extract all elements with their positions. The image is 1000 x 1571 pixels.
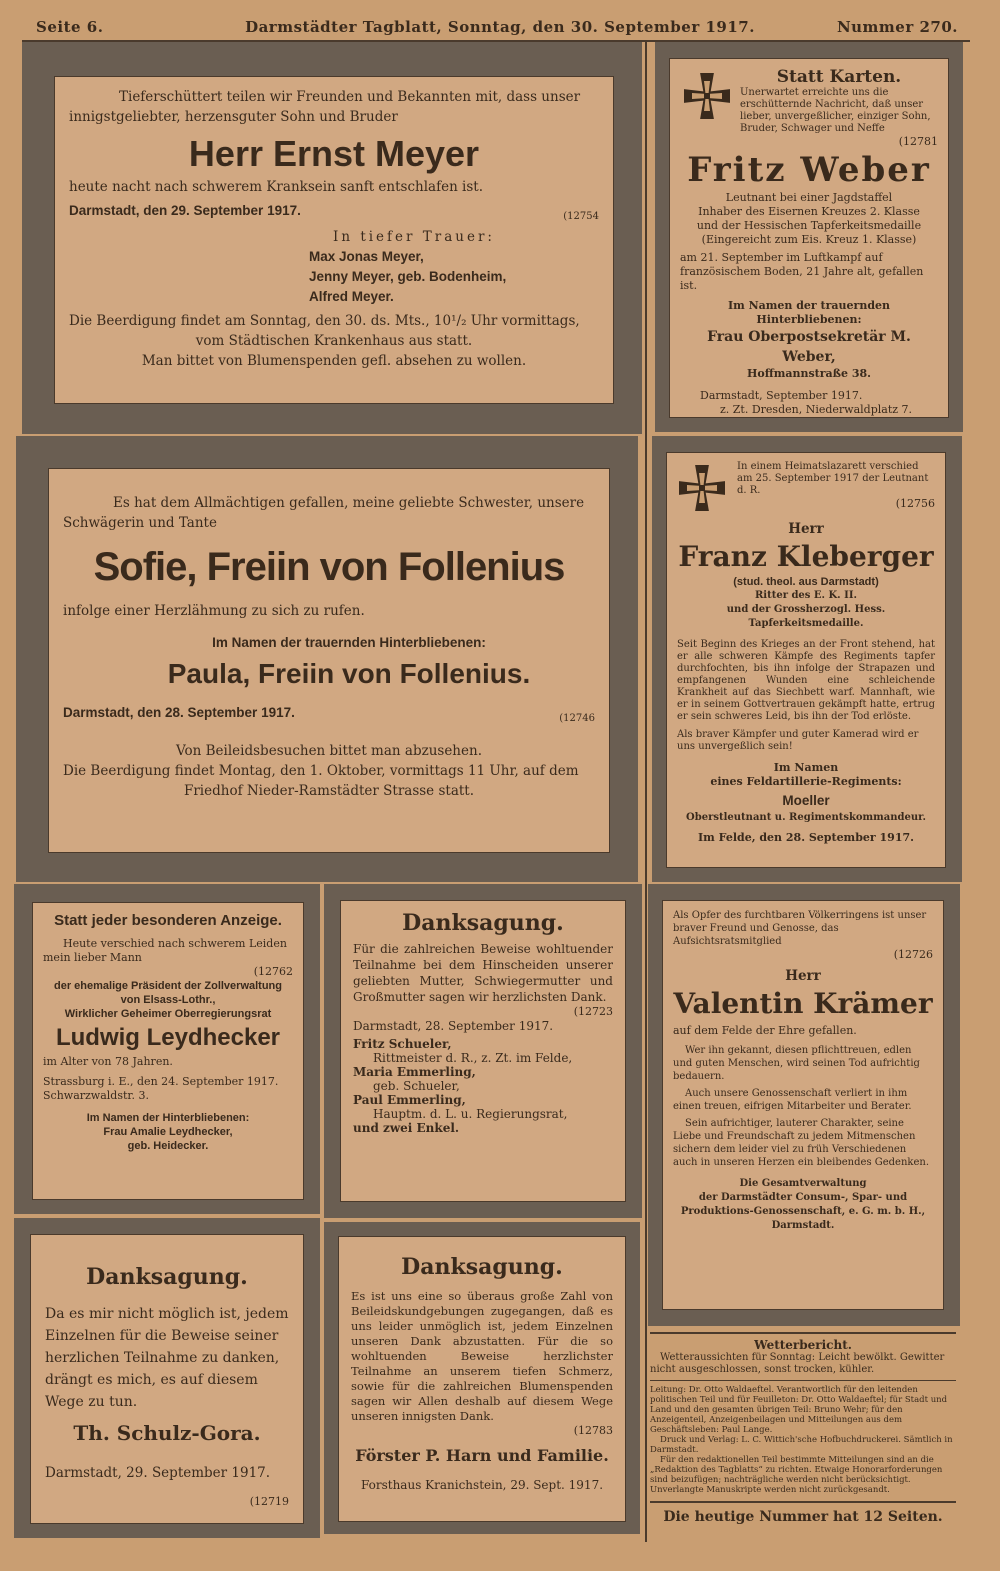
kleberger-herr: Herr (788, 521, 824, 537)
section-rule (650, 1501, 956, 1503)
harn-title: Danksagung. (401, 1254, 563, 1280)
weber-address: Hoffmannstraße 38. (746, 367, 872, 380)
kleberger-sub-3: und der Grossherzogl. Hess. Tapferkeitsmedaille. (726, 604, 886, 629)
follenius-ref: (12746 (559, 713, 595, 724)
weber-name: Fritz Weber (687, 150, 931, 190)
section-rule (650, 1380, 956, 1381)
follenius-intro: Es hat dem Allmächtigen gefallen, meine geliebte Schwester, unsere Schwägerin und Tante (63, 495, 585, 531)
meyer-mourner-1: Max Jonas Meyer, (309, 249, 424, 264)
weber-title: Statt Karten. (776, 67, 902, 87)
follenius-name: Sofie, Freiin von Follenius (93, 545, 565, 589)
weather-and-imprint (650, 1332, 956, 1542)
weber-desc-1: Leutnant bei einer Jagdstaffel (725, 191, 893, 204)
harn-place: Forsthaus Kranichstein, 29. Sept. 1917. (360, 1478, 604, 1492)
harn-ref: (12783 (573, 1424, 613, 1437)
thanks-harn (324, 1222, 640, 1534)
obituary-follenius (16, 436, 638, 882)
obituary-leydhecker (14, 884, 320, 1214)
follenius-place-date: Darmstadt, den 28. September 1917. (63, 705, 295, 720)
issue-number: Nummer 270. (836, 18, 958, 36)
leydhecker-mourner: Frau Amalie Leydhecker, (103, 1126, 233, 1138)
weber-date: Darmstadt, September 1917. (700, 389, 863, 402)
weather-text: Wetteraussichten für Sonntag: Leicht bewölkt. Gewitter nicht ausgeschlossen, sonst trocken, kühler. (650, 1352, 945, 1375)
imprint-text-3: Für den redaktionellen Teil bestimmte Mitteilungen sind an die „Redaktion des Tagblatts“ zu richten. Etwaige Honorarforderungen sind beizufügen; nachträgliche werden nicht berücksichtigt. Unverlangte Manuskripte werden nicht zurückgesandt. (650, 1455, 943, 1495)
kraemer-signer-3: Darmstadt. (771, 1220, 835, 1231)
kleberger-mourning-2: eines Feldartillerie-Regiments: (710, 775, 902, 788)
kraemer-signer-1: Die Gesamtverwaltung (739, 1178, 867, 1189)
kraemer-body-3: Sein aufrichtiger, lauterer Charakter, seine Liebe und Freundschaft zu jedem Mitmenschen sichern dem leider viel zu früh Verschiedenen auch in unseren Herzen ein bleibendes Gedenken. (673, 1118, 930, 1168)
kleberger-body-2: Als braver Kämpfer und guter Kamerad wird er uns unvergeßlich sein! (677, 729, 919, 752)
schueler-signer-1: Fritz Schueler, (353, 1037, 452, 1051)
schulz-ref: (12719 (249, 1495, 289, 1508)
schulz-body: Da es mir nicht möglich ist, jedem Einzelnen für die Beweise seiner herzlichen Teilnahme zu danken, drängt es mich, es auf diesem Wege zu tun. (45, 1306, 289, 1410)
leydhecker-pre-2: Wirklicher Geheimer Oberregierungsrat (64, 1008, 272, 1020)
schueler-signer-3: Paul Emmerling, (353, 1093, 466, 1107)
schueler-signer-2b: geb. Schueler, (373, 1079, 460, 1093)
kleberger-intro: In einem Heimatslazarett verschied am 25. September 1917 der Leutnant d. R. (737, 461, 929, 496)
kleberger-mourning: Im Namen (773, 761, 839, 774)
follenius-mourner: Paula, Freiin von Follenius. (167, 658, 531, 689)
weber-mourner: Frau Oberpostsekretär M. Weber, (707, 329, 911, 365)
weber-intro: Unerwartet erreichte uns die erschütternde Nachricht, daß unser lieber, unvergeßlicher, einziger Sohn, Bruder, Schwager und Neffe (740, 87, 931, 134)
weber-desc-4: (Eingereicht zum Eis. Kreuz 1. Klasse) (701, 233, 917, 246)
meyer-mourner-3: Alfred Meyer. (309, 289, 394, 304)
kraemer-signer-2: der Darmstädter Consum-, Spar- und Produktions-Genossenschaft, e. G. m. b. H., (680, 1192, 926, 1217)
meyer-intro: Tieferschüttert teilen wir Freunden und Bekannten mit, dass unser innigstgeliebter, herzensguter Sohn und Bruder (69, 89, 581, 125)
weber-address-2: z. Zt. Dresden, Niederwaldplatz 7. (720, 403, 913, 416)
meyer-name: Herr Ernst Meyer (188, 133, 480, 174)
obituary-meyer (22, 42, 642, 434)
imprint-text-2: Druck und Verlag: L. C. Wittich'sche Hofbuchdruckerei. Sämtlich in Darmstadt. (650, 1435, 953, 1455)
leydhecker-mourner-2: geb. Heidecker. (127, 1140, 209, 1152)
thanks-schueler (324, 884, 642, 1218)
follenius-funeral-2: Friedhof Nieder-Ramstädter Strasse statt. (183, 783, 475, 799)
schueler-signer-2: Maria Emmerling, (353, 1065, 476, 1079)
column-divider (645, 42, 647, 1542)
meyer-funeral-3: Man bittet von Blumenspenden gefl. absehen zu wollen. (141, 353, 527, 369)
kraemer-body-1: Wer ihn gekannt, diesen pflichttreuen, edlen und guten Menschen, wird seinen Tod aufrichtig bedauern. (673, 1045, 920, 1082)
weber-desc-3: und der Hessischen Tapferkeitsmedaille (696, 219, 922, 232)
page-label: Seite 6. (36, 18, 104, 36)
newspaper-title: Darmstädter Tagblatt, Sonntag, den 30. September 1917. (245, 18, 755, 36)
kraemer-ref: (12726 (893, 948, 933, 961)
section-rule (650, 1332, 956, 1334)
leydhecker-pre-1: der ehemalige Präsident der Zollverwaltung von Elsass-Lothr., (53, 980, 282, 1006)
obituary-kraemer (648, 884, 960, 1326)
meyer-funeral-1: Die Beerdigung findet am Sonntag, den 30. ds. Mts., 10¹/₂ Uhr vormittags, (69, 313, 580, 329)
leydhecker-title: Statt jeder besonderen Anzeige. (54, 912, 282, 929)
kleberger-body: Seit Beginn des Krieges an der Front stehend, hat er alle schweren Kämpfe des Regiments tapfer durchfochten, bis ihn infolge der Strapazen und empfangenen Wunden eine schleichende Krankheit auf das Siechbett warf. Mannhaft, wie er in seinem Gottvertrauen gekämpft hatte, ertrug er sein schweres Leid, bis ihn der Tod erlöste. (677, 639, 935, 722)
leydhecker-ref: (12762 (253, 965, 293, 978)
harn-signer: Förster P. Harn und Familie. (355, 1446, 609, 1465)
schueler-date: Darmstadt, 28. September 1917. (353, 1019, 554, 1033)
schueler-signer-3b: Hauptm. d. L. u. Regierungsrat, (373, 1107, 568, 1121)
leydhecker-age: im Alter von 78 Jahren. (43, 1055, 173, 1068)
leydhecker-street: Schwarzwaldstr. 3. (43, 1089, 149, 1102)
kleberger-signer-title: Oberstleutnant u. Regimentskommandeur. (686, 812, 926, 823)
leydhecker-intro: Heute verschied nach schwerem Leiden mein lieber Mann (43, 937, 287, 964)
meyer-mourner-2: Jenny Meyer, geb. Bodenheim, (309, 269, 507, 284)
leydhecker-mourning: Im Namen der Hinterbliebenen: (86, 1112, 250, 1124)
meyer-ref: (12754 (563, 211, 599, 222)
follenius-funeral-1: Die Beerdigung findet Montag, den 1. Oktober, vormittags 11 Uhr, auf dem (63, 763, 579, 779)
follenius-mourning: Im Namen der trauernden Hinterbliebenen: (212, 635, 486, 650)
kraemer-line: auf dem Felde der Ehre gefallen. (673, 1024, 857, 1037)
obituary-weber (655, 42, 963, 432)
imprint-text-1: Leitung: Dr. Otto Waldaeftel. Verantwortlich für den leitenden politischen Teil und für Feuilleton: Dr. Otto Waldaeftel; für Stadt und Land und den gesamten übrigen Teil: Bruno Wehr; für den Anzeigenteil, Anzeigenbeilagen und Mitteilungen aus dem Geschäftsleben: Paul Lange. (650, 1385, 948, 1435)
weber-desc-5: am 21. September im Luftkampf auf französischem Boden, 21 Jahre alt, gefallen ist. (680, 251, 924, 292)
follenius-note: Von Beileidsbesuchen bittet man abzusehen. (176, 743, 482, 759)
kraemer-intro: Als Opfer des furchtbaren Völkerringens ist unser braver Freund und Genosse, das Aufsichtsratsmitglied (673, 910, 927, 947)
leydhecker-place: Strassburg i. E., den 24. September 1917. (43, 1075, 279, 1088)
weber-mourning: Im Namen der trauernden Hinterbliebenen: (727, 299, 891, 326)
kraemer-body-2: Auch unsere Genossenschaft verliert in ihm einen treuen, eifrigen Mitarbeiter und Berater. (673, 1088, 912, 1112)
kleberger-signer: Moeller (782, 793, 830, 808)
obituary-kleberger (652, 436, 962, 882)
schueler-signer-4: und zwei Enkel. (353, 1121, 460, 1135)
schulz-signer: Th. Schulz-Gora. (73, 1421, 261, 1445)
schueler-title: Danksagung. (402, 910, 564, 936)
kleberger-name: Franz Kleberger (678, 540, 934, 573)
kleberger-sub: (stud. theol. aus Darmstadt) (733, 576, 879, 588)
schueler-signer-1b: Rittmeister d. R., z. Zt. im Felde, (373, 1051, 573, 1065)
weber-desc-2: Inhaber des Eisernen Kreuzes 2. Klasse (698, 205, 920, 218)
meyer-line: heute nacht nach schwerem Kranksein sanft entschlafen ist. (69, 179, 484, 195)
leydhecker-name: Ludwig Leydhecker (55, 1024, 281, 1051)
schueler-body: Für die zahlreichen Beweise wohltuender Teilnahme bei dem Hinscheiden unserer geliebten Mutter, Schwiegermutter und Großmutter sagen wir herzlichsten Dank. (353, 942, 613, 1004)
meyer-place-date: Darmstadt, den 29. September 1917. (69, 203, 301, 218)
thanks-schulz-gora (14, 1218, 320, 1538)
kleberger-date: Im Felde, den 28. September 1917. (698, 831, 914, 844)
kleberger-ref: (12756 (895, 497, 935, 510)
kraemer-name: Valentin Krämer (673, 987, 933, 1020)
meyer-funeral-2: vom Städtischen Krankenhaus aus statt. (195, 333, 473, 349)
schueler-ref: (12723 (573, 1005, 613, 1018)
page-count: Die heutige Nummer hat 12 Seiten. (663, 1509, 943, 1525)
schulz-title: Danksagung. (86, 1264, 248, 1290)
kraemer-herr: Herr (785, 968, 821, 984)
weather-title: Wetterbericht. (754, 1338, 852, 1352)
harn-body: Es ist uns eine so überaus große Zahl von Beileidskundgebungen zugegangen, daß es uns leider unmöglich ist, jedem Einzelnen unseren Dank abzustatten. Für die so wohltuenden Beweise herzlichster Teilnahme an unserem tiefen Schmerz, sowie für die zahlreichen Blumenspenden sagen wir Allen deshalb auf diesem Wege unseren innigsten Dank. (351, 1289, 613, 1423)
schulz-date: Darmstadt, 29. September 1917. (45, 1465, 271, 1481)
weber-ref: (12781 (898, 135, 938, 148)
kleberger-sub-2: Ritter des E. K. II. (754, 590, 857, 601)
meyer-mourning: In tiefer Trauer: (333, 229, 495, 245)
follenius-line: infolge einer Herzlähmung zu sich zu rufen. (63, 603, 365, 619)
